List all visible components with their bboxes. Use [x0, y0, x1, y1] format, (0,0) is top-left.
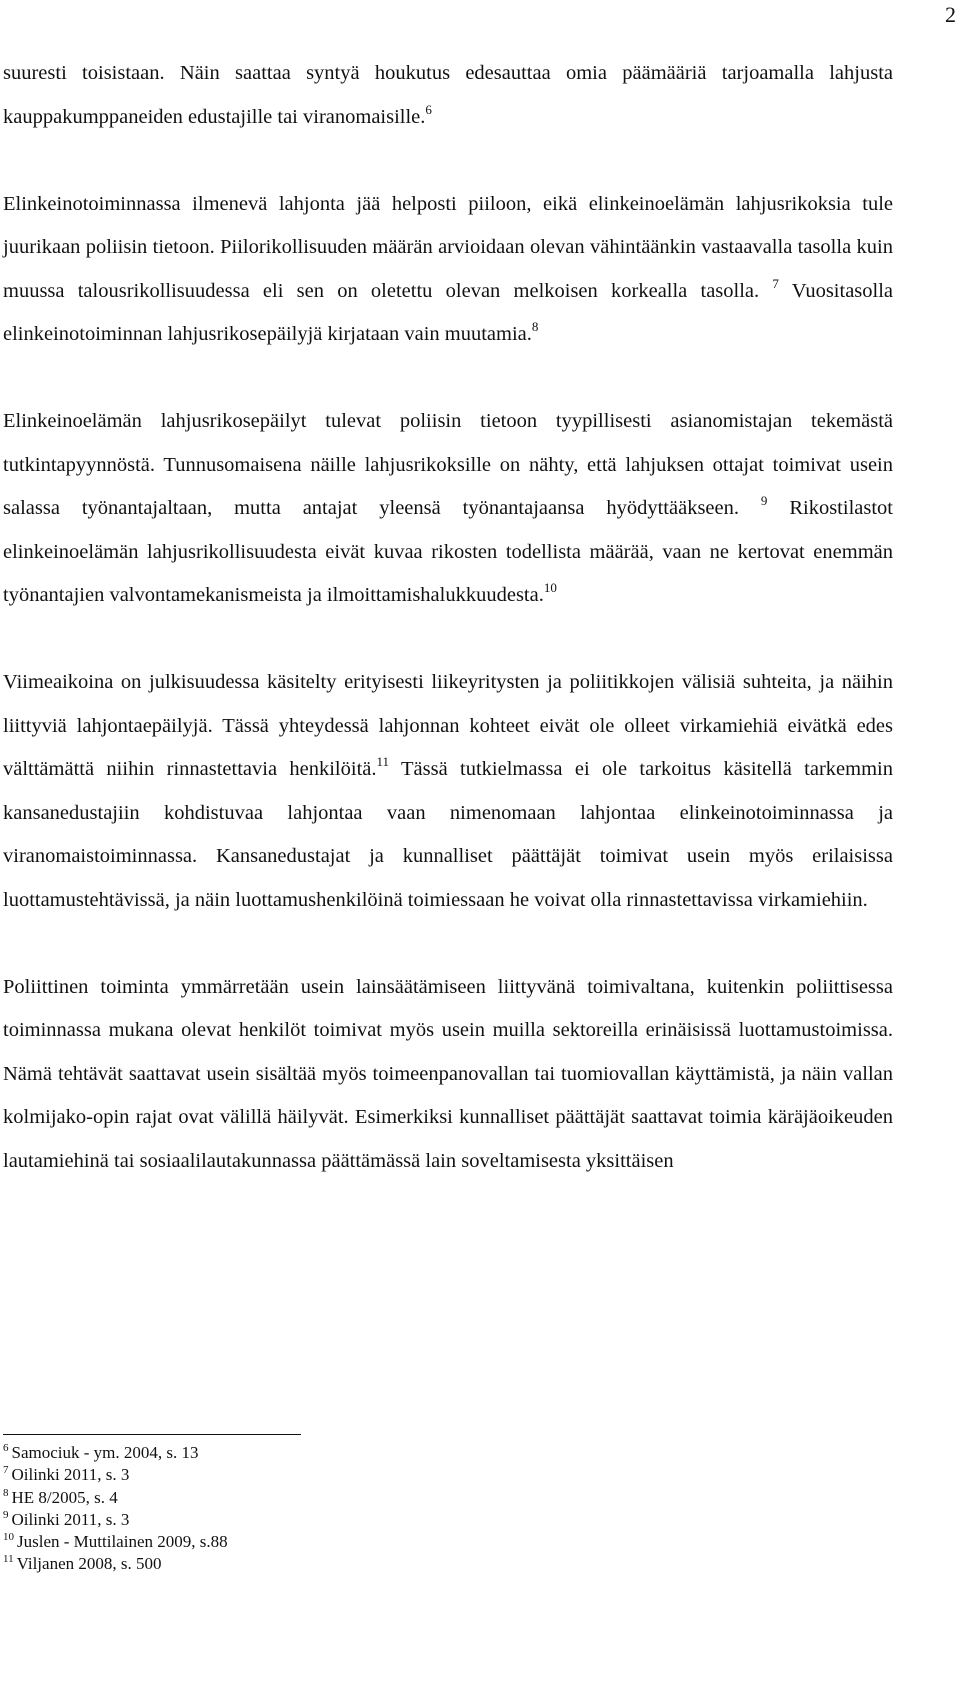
footnote-number: 6 [3, 1442, 9, 1454]
footnote-reference: 10 [543, 580, 557, 595]
paragraph-text: Vuositasolla elinkeinotoiminnan lahjusrikosepäilyjä kirjataan vain muutamia. [3, 279, 894, 345]
footnote-reference: 6 [425, 101, 432, 117]
footnote-number: 9 [3, 1508, 9, 1521]
footnote-number: 10 [3, 1531, 14, 1544]
body-text [3, 52, 893, 1183]
paragraph-text: Rikostilastot elinkeinoelämän lahjusrikollisuudesta eivät kuvaa rikosten todellista määrää, vaan ne kertovat enemmän työnantajien valvontamekanismeista ja ilmoittamishalukkuudesta. [3, 497, 893, 606]
paragraph-text: Tässä tutkielmassa ei ole tarkoitus käsitellä tarkemmin kansanedustajiin kohdistuvaa lahjontaa vaan nimenomaan lahjontaa elinkeinotoiminnassa ja viranomaistoiminnassa. Kansanedustajat ja kunnalliset päättäjät toimivat usein myös erilaisissa luottamustehtävissä, ja näin luottamushenkilöinä toimiessaan he voivat olla rinnastettavissa virkamiehiin. [3, 758, 893, 911]
paragraph [3, 52, 893, 139]
footnote [3, 1442, 603, 1464]
footnote [3, 1531, 603, 1553]
paragraph-text: Elinkeinoelämän lahjusrikosepäilyt tulevat poliisin tietoon tyypillisesti asianomistajan tekemästä tutkintapyynnöstä. Tunnusomaisena näille lahjusrikoksille on nähty, että lahjuksen ottajat toimivat usein salassa työnantajaltaan, mutta antajat yleensä työnantajaansa hyödyttääkseen. [3, 410, 893, 519]
page-number: 2 [945, 2, 956, 27]
paragraph-text: Viimeaikoina on julkisuudessa käsitelty erityisesti liikeyritysten ja poliitikkojen välisiä suhteita, ja näihin liittyviä lahjontaepäilyjä. Tässä yhteydessä lahjonnan kohteet eivät ole olleet virkamiehiä eivätkä edes välttämättä niihin rinnastettavia henkilöitä. [3, 671, 893, 780]
footnote-text: Juslen - Muttilainen 2009, s.88 [17, 1532, 228, 1552]
footnote [3, 1553, 603, 1575]
paragraph-text: Poliittinen toiminta ymmärretään usein lainsäätämiseen liittyvänä toimivaltana, kuitenkin poliittisessa toiminnassa mukana olevat henkilöt toimivat myös usein muilla sektoreilla erinäisissä luottamustoimissa. Nämä tehtävät saattavat usein sisältää myös toimeenpanovallan tai tuomiovallan käyttämistä, ja näin vallan kolmijako-opin rajat ovat välillä häilyvät. Esimerkiksi kunnalliset päättäjät saattavat toimia käräjäoikeuden lautamiehinä tai sosiaalilautakunnassa päättämässä lain soveltamisesta yksittäisen [3, 975, 893, 1172]
footnote [3, 1464, 603, 1486]
footnote [3, 1487, 603, 1509]
paragraph-text: Elinkeinotoiminnassa ilmenevä lahjonta jää helposti piiloon, eikä elinkeinoelämän lahjusrikoksia tule juurikaan poliisin tietoon. Piilorikollisuuden määrän arvioidaan olevan vähintäänkin vastaavalla tasolla kuin muussa talousrikollisuudessa eli sen on oletettu olevan melkoisen korkealla tasolla. [3, 192, 893, 302]
footnote-text: Oilinki 2011, s. 3 [11, 1509, 130, 1529]
footnote-reference: 7 [772, 275, 779, 291]
footnote-separator [3, 1434, 301, 1435]
footnote-number: 7 [3, 1464, 9, 1477]
footnote-number: 11 [3, 1553, 14, 1566]
footnote-reference: 9 [760, 493, 768, 508]
paragraph-text: suuresti toisistaan. Näin saattaa syntyä houkutus edesauttaa omia päämääriä tarjoamalla lahjusta kauppakumppaneiden edustajille tai viranomaisille. [3, 62, 893, 128]
footnote-text: Samociuk - ym. 2004, s. 13 [11, 1443, 199, 1462]
footnote-text: Oilinki 2011, s. 3 [11, 1465, 130, 1485]
footnote-reference: 8 [531, 319, 539, 334]
paragraph [3, 966, 893, 1184]
footnote [3, 1509, 603, 1531]
paragraph [3, 661, 893, 922]
footnote-reference: 11 [376, 754, 390, 769]
footnote-text: HE 8/2005, s. 4 [11, 1487, 118, 1507]
footnote-number: 8 [3, 1486, 9, 1499]
paragraph [3, 400, 893, 618]
paragraph [3, 183, 893, 357]
footnote-text: Viljanen 2008, s. 500 [16, 1554, 162, 1574]
footnotes [3, 1442, 603, 1576]
